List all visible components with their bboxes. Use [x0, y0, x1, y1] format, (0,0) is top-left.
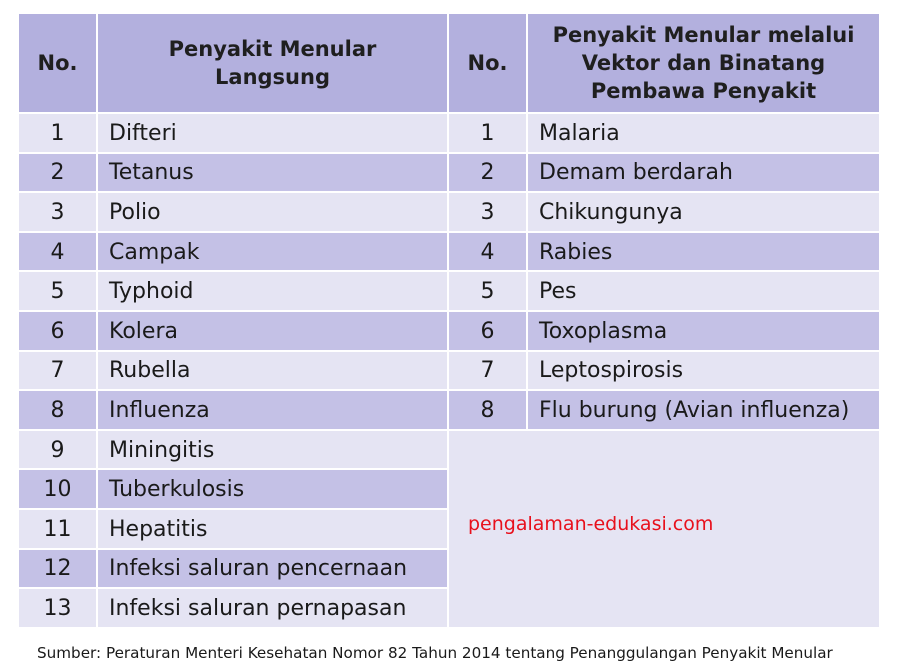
right-row-disease: Toxoplasma: [527, 311, 880, 351]
left-row-number: 9: [18, 430, 97, 470]
left-row-disease: Kolera: [97, 311, 448, 351]
right-row-disease: Pes: [527, 271, 880, 311]
left-row-disease: Difteri: [97, 113, 448, 153]
left-row-disease: Miningitis: [97, 430, 448, 470]
left-row-disease: Tetanus: [97, 153, 448, 193]
right-row-number: 1: [448, 113, 527, 153]
left-row-number: 11: [18, 509, 97, 549]
right-row-number: 8: [448, 390, 527, 430]
right-row-number: 3: [448, 192, 527, 232]
right-row-disease: Chikungunya: [527, 192, 880, 232]
header-left-title: Penyakit Menular Langsung: [97, 13, 448, 113]
left-row-disease: Polio: [97, 192, 448, 232]
right-row-disease: Rabies: [527, 232, 880, 272]
disease-table: [18, 13, 880, 628]
left-row-number: 6: [18, 311, 97, 351]
left-row-number: 8: [18, 390, 97, 430]
left-row-number: 10: [18, 469, 97, 509]
left-row-disease: Tuberkulosis: [97, 469, 448, 509]
right-row-disease: Flu burung (Avian influenza): [527, 390, 880, 430]
left-row-disease: Rubella: [97, 351, 448, 391]
left-row-disease: Influenza: [97, 390, 448, 430]
watermark-text: pengalaman-edukasi.com: [468, 512, 714, 535]
left-row-number: 12: [18, 549, 97, 589]
right-row-number: 4: [448, 232, 527, 272]
right-row-number: 7: [448, 351, 527, 391]
right-row-disease: Leptospirosis: [527, 351, 880, 391]
header-right-title: Penyakit Menular melalui Vektor dan Binatang Pembawa Penyakit: [527, 13, 880, 113]
header-right-no: No.: [448, 13, 527, 113]
right-row-number: 6: [448, 311, 527, 351]
left-row-number: 7: [18, 351, 97, 391]
header-left-no: No.: [18, 13, 97, 113]
left-row-disease: Typhoid: [97, 271, 448, 311]
left-row-disease: Hepatitis: [97, 509, 448, 549]
left-row-number: 4: [18, 232, 97, 272]
left-row-number: 2: [18, 153, 97, 193]
left-row-number: 1: [18, 113, 97, 153]
left-row-number: 13: [18, 588, 97, 628]
left-row-number: 3: [18, 192, 97, 232]
left-row-number: 5: [18, 271, 97, 311]
empty-area: [448, 430, 880, 628]
left-row-disease: Infeksi saluran pernapasan: [97, 588, 448, 628]
left-row-disease: Campak: [97, 232, 448, 272]
right-row-disease: Malaria: [527, 113, 880, 153]
right-row-number: 5: [448, 271, 527, 311]
source-citation: Sumber: Peraturan Menteri Kesehatan Nomor 82 Tahun 2014 tentang Penanggulangan Penyakit Menular: [37, 644, 833, 662]
left-row-disease: Infeksi saluran pencernaan: [97, 549, 448, 589]
right-row-number: 2: [448, 153, 527, 193]
right-row-disease: Demam berdarah: [527, 153, 880, 193]
